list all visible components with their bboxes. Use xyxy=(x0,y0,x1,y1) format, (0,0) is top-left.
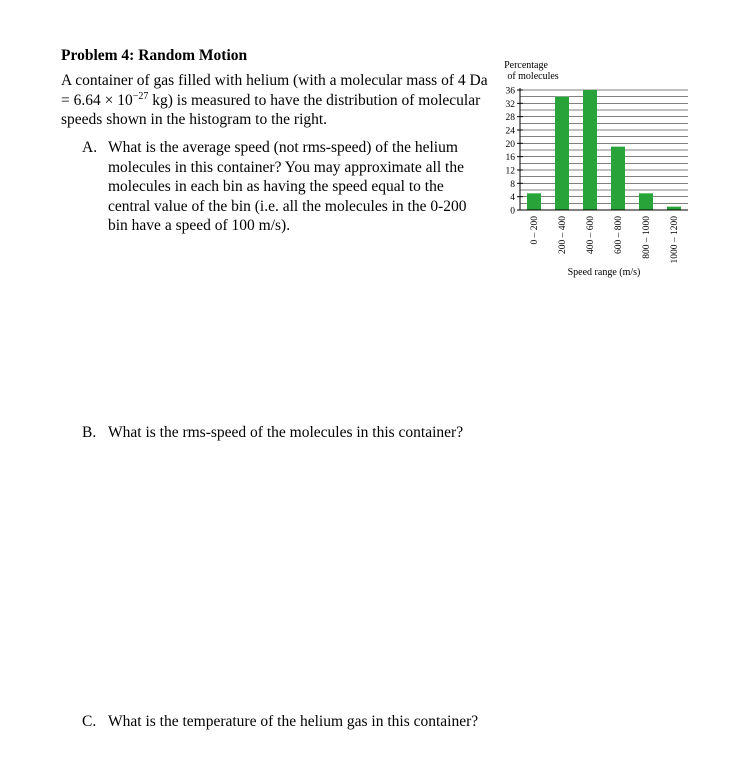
y-tick-label: 4 xyxy=(510,193,515,204)
question-b-letter: B. xyxy=(82,424,97,441)
intro-text-1: A container of gas filled with helium (with a molecular mass of 4 Da = 6.64 × 10 xyxy=(61,72,488,109)
chart-grid xyxy=(520,90,688,203)
x-tick-label: 1000 – 1200 xyxy=(670,216,680,264)
x-tick-label: 600 – 800 xyxy=(614,216,624,254)
question-a-text: What is the average speed (not rms-speed) of the helium molecules in this container? You may approximate all the molecules in each bin as having the speed equal to the central value of the bin (i.e. all the molecules in the 0-200 bin have a speed of 100 m/s). xyxy=(108,139,467,234)
chart-xticks xyxy=(530,216,680,264)
y-tick-label: 0 xyxy=(510,206,515,217)
question-c-letter: C. xyxy=(82,713,97,730)
chart-ylabel-line2: of molecules xyxy=(507,71,559,82)
question-b-text: What is the rms-speed of the molecules in this container? xyxy=(108,424,464,441)
y-tick-label: 24 xyxy=(505,126,515,137)
chart-axes xyxy=(520,88,688,210)
question-c-text: What is the temperature of the helium gas in this container? xyxy=(108,713,479,730)
bar xyxy=(527,193,541,210)
y-tick-label: 16 xyxy=(505,153,515,164)
question-a-letter: A. xyxy=(82,139,98,156)
x-tick-label: 800 – 1000 xyxy=(642,216,652,259)
intro-exponent: −27 xyxy=(132,90,149,102)
problem-title: Problem 4: Random Motion xyxy=(61,47,248,64)
chart-xlabel: Speed range (m/s) xyxy=(567,267,641,278)
bar xyxy=(611,147,625,210)
y-tick-label: 8 xyxy=(510,179,515,190)
bar xyxy=(583,90,597,210)
y-tick-label: 32 xyxy=(505,99,515,110)
y-tick-label: 12 xyxy=(505,166,515,177)
bar xyxy=(555,97,569,210)
intro-text-2: kg) is measured to have the distribution of molecular speeds shown in the histogram to the right. xyxy=(61,91,481,128)
question-b xyxy=(82,423,463,443)
chart-ylabel-line1: Percentage xyxy=(504,60,548,71)
bar xyxy=(639,193,653,210)
y-tick-label: 20 xyxy=(505,139,515,150)
y-tick-label: 28 xyxy=(505,113,515,124)
question-a xyxy=(82,138,482,234)
x-tick-label: 200 – 400 xyxy=(558,216,568,254)
problem-intro xyxy=(61,71,491,130)
x-tick-label: 400 – 600 xyxy=(586,216,596,254)
y-tick-label: 36 xyxy=(505,86,515,97)
question-c xyxy=(82,712,478,732)
x-tick-label: 0 – 200 xyxy=(530,216,540,245)
speed-histogram xyxy=(490,55,700,290)
